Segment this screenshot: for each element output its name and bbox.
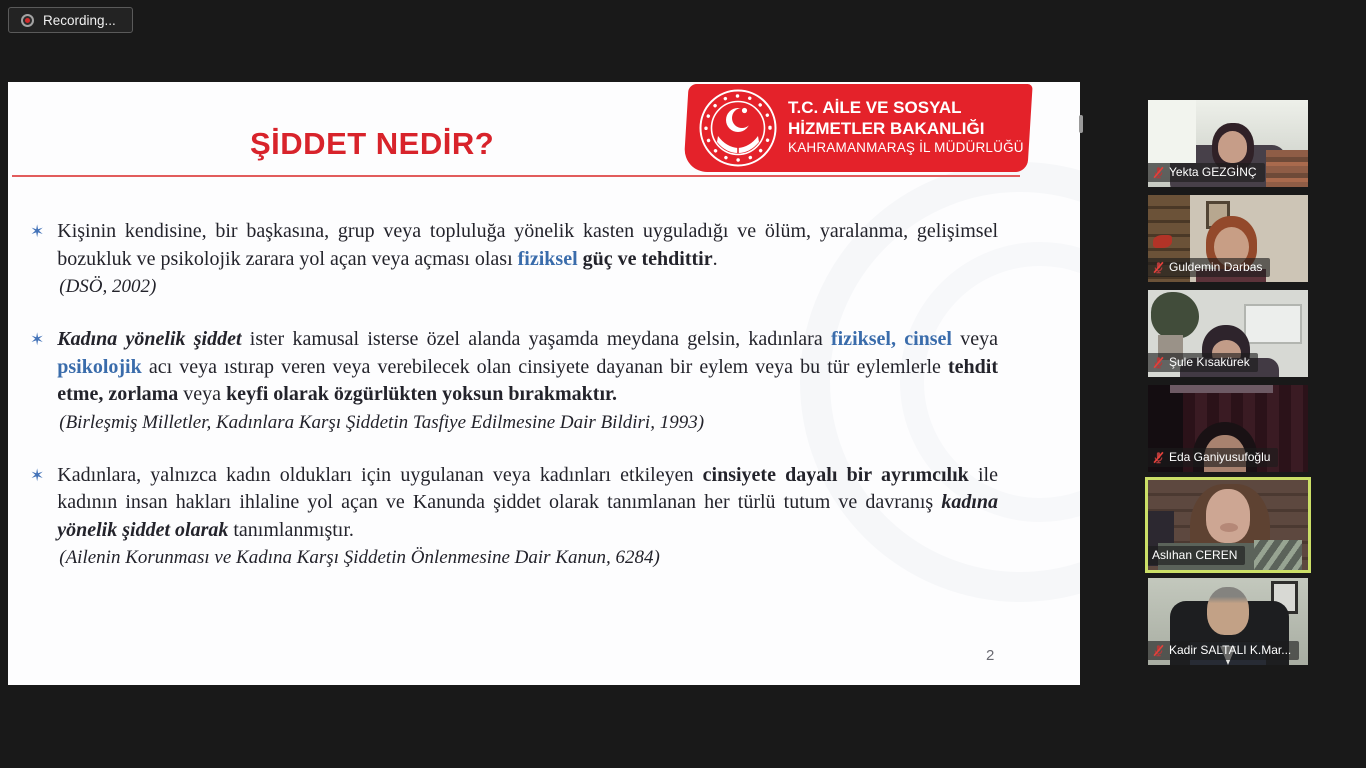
text-segment: fiziksel, xyxy=(830,328,896,350)
bullet-source: (DSÖ, 2002) xyxy=(59,276,157,297)
text-segment: tanımlanmıştır. xyxy=(228,518,354,541)
video-panel-handle[interactable] xyxy=(1079,115,1083,133)
bullet-source: (Ailenin Korunması ve Kadına Karşı Şiddetin Önlenmesine Dair Kanun, 6284) xyxy=(59,547,660,568)
participant-name-label: Yekta GEZGİNÇ xyxy=(1148,163,1265,182)
text-segment: ile kadının insan hakları ihlaline yol açan ve Kanunda şiddet olarak tanımlanan her türlü tutum ve davranış xyxy=(57,463,998,513)
bullet-list xyxy=(30,218,998,597)
text-segment: cinsel xyxy=(904,328,952,350)
shared-screen-slide xyxy=(8,82,1080,685)
text-segment: Kişinin kendisine, bir başkasına, grup veya topluluğa yönelik kasten uyguladığı ve ölüm, yaralanma, gelişimsel bozukluk ve psikolojik zarara yol açan veya açması olası xyxy=(57,220,998,270)
participant-tile[interactable] xyxy=(1148,195,1308,282)
bullet-source: (Birleşmiş Milletler, Kadınlara Karşı Şiddetin Tasfiye Edilmesine Dair Bildiri, 1993) xyxy=(59,411,705,433)
participant-name-label: Kadir SALTALI K.Mar... xyxy=(1148,641,1299,660)
text-segment: . xyxy=(712,247,718,270)
record-dot-icon xyxy=(21,14,34,27)
slide-title: ŞİDDET NEDİR? xyxy=(250,126,495,161)
recording-button[interactable] xyxy=(8,7,133,33)
text-segment: keyfi olarak özgürlükten yoksun bırakmaktır. xyxy=(226,383,618,405)
title-divider xyxy=(12,175,1020,177)
diamond-bullet-icon: ✶ xyxy=(30,222,45,242)
mic-muted-icon xyxy=(1152,166,1165,179)
mic-muted-icon xyxy=(1152,644,1165,657)
participant-tile[interactable] xyxy=(1148,578,1308,665)
slide-bullet xyxy=(30,218,998,300)
participant-name-label: Şule Kısakürek xyxy=(1148,353,1258,372)
mic-muted-icon xyxy=(1152,261,1165,274)
banner-line2: HİZMETLER BAKANLIĞI xyxy=(788,119,985,138)
diamond-bullet-icon: ✶ xyxy=(30,465,45,486)
participant-tile[interactable] xyxy=(1148,290,1308,377)
text-segment: fiziksel xyxy=(517,247,578,270)
text-segment: psikolojik xyxy=(57,355,142,378)
text-segment: cinsiyete dayalı bir ayrımcılık xyxy=(702,463,969,486)
text-segment xyxy=(896,328,904,350)
mic-muted-icon xyxy=(1152,356,1165,369)
slide-bullet xyxy=(30,326,998,436)
text-segment: ister kamusal isterse özel alanda yaşamda meydana gelsin, kadınlara xyxy=(241,328,831,350)
text-segment: güç ve tehdittir xyxy=(582,247,713,270)
participant-name-label: Guldemin Darbas xyxy=(1148,258,1270,277)
text-segment: Kadınlara, yalnızca kadın oldukları için uygulanan veya kadınları etkileyen xyxy=(57,463,703,486)
diamond-bullet-icon: ✶ xyxy=(30,330,45,350)
text-segment: acı veya ıstırap veren veya verebilecek olan cinsiyete dayanan bir eylem veya bu tür eylemlerle xyxy=(141,355,948,378)
bullet-text xyxy=(57,462,998,545)
ministry-logo-icon xyxy=(698,88,778,168)
text-segment: veya xyxy=(952,328,998,350)
slide-page-number: 2 xyxy=(986,647,995,664)
participant-tile[interactable] xyxy=(1148,385,1308,472)
text-segment: veya xyxy=(178,383,227,405)
participant-name-label: Aslıhan CEREN xyxy=(1148,546,1245,565)
recording-label: Recording... xyxy=(43,12,116,28)
text-segment: kadına yönelik şiddet olarak xyxy=(57,491,998,541)
ministry-banner xyxy=(683,84,1032,172)
text-segment: tehdit etme, zorlama xyxy=(57,355,998,405)
slide-bullet xyxy=(30,462,998,572)
video-strip xyxy=(1148,100,1308,665)
bullet-text xyxy=(57,326,998,409)
banner-line3: KAHRAMANMARAŞ İL MÜDÜRLÜĞÜ xyxy=(788,140,1024,155)
bullet-text xyxy=(57,218,998,273)
banner-line1: T.C. AİLE VE SOSYAL xyxy=(788,98,962,117)
mic-muted-icon xyxy=(1152,451,1165,464)
participant-tile[interactable] xyxy=(1148,480,1308,570)
participant-tile[interactable] xyxy=(1148,100,1308,187)
text-segment: Kadına yönelik şiddet xyxy=(57,328,242,350)
participant-name-label: Eda Ganiyusufoğlu xyxy=(1148,448,1278,467)
